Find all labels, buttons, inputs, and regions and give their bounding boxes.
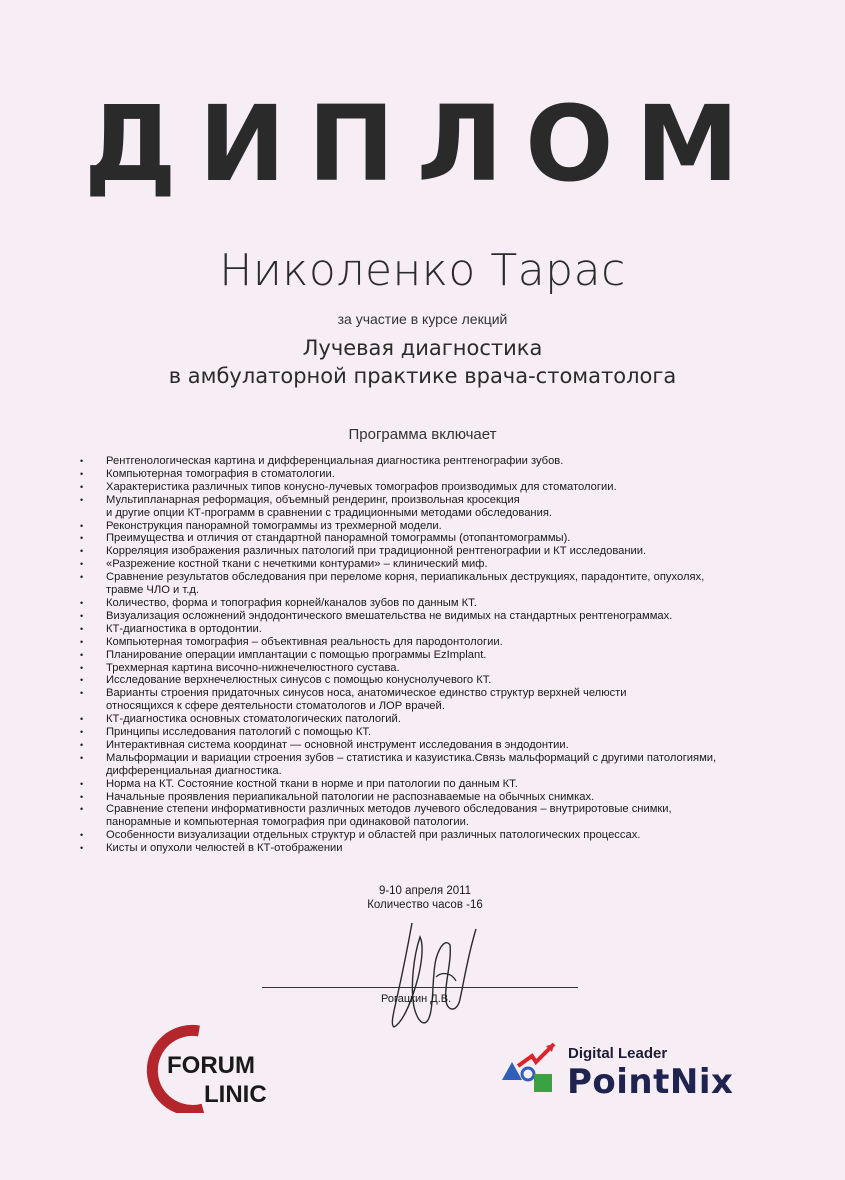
program-item: • Количество, форма и топография корней/каналов зубов по данным КТ. <box>80 597 780 610</box>
program-item: • Мультипланарная реформация, объемный рендеринг, произвольная кросекция и другие опции КТ-программ в сравнении с традиционными методами обследования. <box>80 494 780 520</box>
course-title-line-2: в амбулаторной практике врача-стоматолога <box>168 364 677 388</box>
program-item: • Сравнение степени информативности различных методов лучевого обследования – внутриротовые снимки, панорамные и компьютерная томография при одинаковой патологии. <box>80 803 780 829</box>
pointnix-logo-text: PointNix <box>567 1062 734 1102</box>
program-item: • Интерактивная система координат — основной инструмент исследования в эндодонтии. <box>80 739 780 752</box>
program-item: • Трехмерная картина височно-нижнечелюстного сустава. <box>80 662 780 675</box>
course-title <box>0 334 845 390</box>
course-hours: Количество часов -16 <box>367 899 483 911</box>
digital-leader-text: Digital Leader <box>568 1045 668 1062</box>
diploma-title: ДИПЛОМ <box>84 83 761 205</box>
program-item: • Характеристика различных типов конусно-лучевых томографов производимых для стоматологии. <box>80 481 780 494</box>
recipient-name: Николенко Тарас <box>219 245 626 296</box>
signer-name: Рогацкин Д.В. <box>381 993 452 1005</box>
program-item: • «Разрежение костной ткани с нечеткими контурами» – клинический миф. <box>80 558 780 571</box>
pointnix-mark-icon <box>498 1040 562 1104</box>
program-item: • Компьютерная томография – объективная реальность для пародонтологии. <box>80 636 780 649</box>
forum-clinic-logo <box>137 1023 287 1113</box>
handwritten-signature <box>380 915 490 1040</box>
program-item: • Корреляция изображения различных патологий при традиционной рентгенографии и КТ исследовании. <box>80 545 780 558</box>
program-item: • КТ-диагностика основных стоматологических патологий. <box>80 713 780 726</box>
program-item: • Визуализация осложнений эндодонтического вмешательства не видимых на стандартных рентгенограммах. <box>80 610 780 623</box>
program-item: • Кисты и опухоли челюстей в КТ-отображении <box>80 842 780 855</box>
program-item: • Норма на КТ. Состояние костной ткани в норме и при патологии по данным КТ. <box>80 778 780 791</box>
program-item: • Компьютерная томография в стоматологии. <box>80 468 780 481</box>
program-item: • Начальные проявления периапикальной патологии не распознаваемые на обычных снимках. <box>80 791 780 804</box>
forum-clinic-line-1: FORUM <box>167 1052 255 1079</box>
program-item: • Варианты строения придаточных синусов носа, анатомическое единство структур верхней челюсти относящихся к сфере деятельности стоматологов и ЛОР врачей. <box>80 687 780 713</box>
course-dates-block <box>310 884 540 912</box>
program-item: • КТ-диагностика в ортодонтии. <box>80 623 780 636</box>
program-list <box>80 455 780 855</box>
signature-line <box>262 987 578 988</box>
program-heading: Программа включает <box>348 426 497 443</box>
participation-text: за участие в курсе лекций <box>337 311 508 327</box>
program-item: • Мальформации и вариации строения зубов – статистика и казуистика.Связь мальформаций с другими патологиями, дифференциальная диагностика. <box>80 752 780 778</box>
course-title-line-1: Лучевая диагностика <box>302 336 543 360</box>
course-dates: 9-10 апреля 2011 <box>378 885 472 897</box>
program-item: • Рентгенологическая картина и дифференциальная диагностика рентгенографии зубов. <box>80 455 780 468</box>
program-item: • Реконструкция панорамной томограммы из трехмерной модели. <box>80 520 780 533</box>
forum-clinic-line-2: LINIC <box>204 1081 267 1108</box>
program-item: • Принципы исследования патологий с помощью КТ. <box>80 726 780 739</box>
program-item: • Преимущества и отличия от стандартной панорамной томограммы (отопантомограммы). <box>80 532 780 545</box>
program-item: • Планирование операции имплантации с помощью программы EzImplant. <box>80 649 780 662</box>
program-item: • Исследование верхнечелюстных синусов с помощью конуснолучевого КТ. <box>80 674 780 687</box>
program-item: • Сравнение результатов обследования при переломе корня, периапикальных деструкциях, парадонтите, опухолях, травме ЧЛО и т.д. <box>80 571 780 597</box>
program-item: • Особенности визуализации отдельных структур и областей при различных патологических процессах. <box>80 829 780 842</box>
